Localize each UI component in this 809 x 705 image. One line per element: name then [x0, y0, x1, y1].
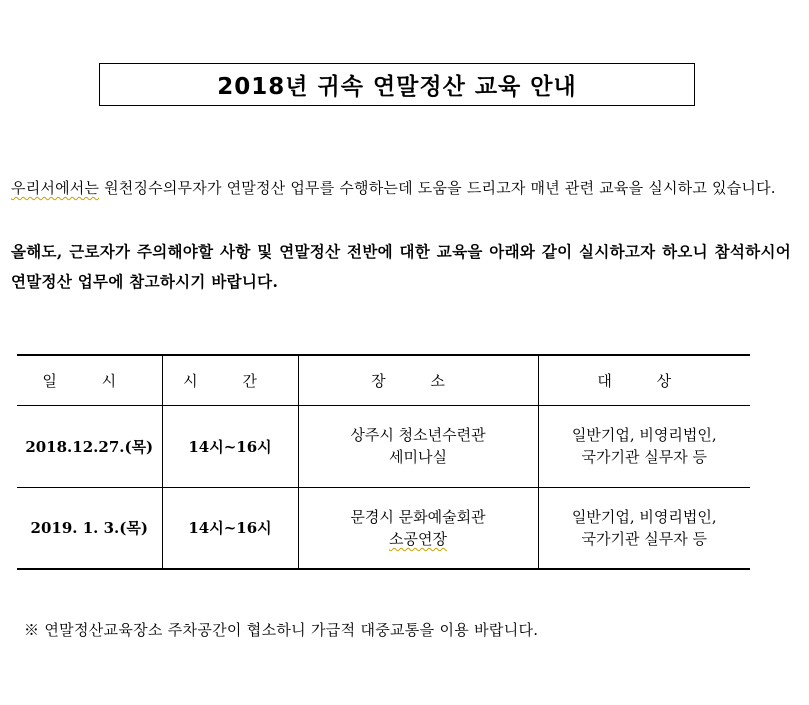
- cell-time: 14시~16시: [162, 487, 298, 569]
- cell-target: [538, 487, 750, 569]
- table-row: [17, 487, 750, 569]
- header-target: 대 상: [538, 355, 750, 405]
- table-header-row: [17, 355, 750, 405]
- schedule-table: [17, 354, 750, 570]
- parking-note: ※ 연말정산교육장소 주차공간이 협소하니 가급적 대중교통을 이용 바랍니다.: [24, 621, 539, 639]
- page-title: 2018년 귀속 연말정산 교육 안내: [217, 74, 577, 100]
- place-name: 문경시 문화예술회관: [350, 507, 486, 526]
- header-place: 장 소: [298, 355, 538, 405]
- guidance-paragraph: 올해도, 근로자가 주의해야할 사항 및 연말정산 전반에 대한 교육을 아래와 같이 실시하고자 하오니 참석하시어 연말정산 업무에 참고하시기 바랍니다.: [11, 242, 791, 291]
- cell-target: [538, 405, 750, 487]
- cell-place: [298, 487, 538, 569]
- cell-date: 2019. 1. 3.(목): [17, 487, 162, 569]
- org-name: 우리서에서는: [11, 179, 100, 197]
- header-date: 일 시: [17, 355, 162, 405]
- place-name: 상주시 청소년수련관: [350, 426, 486, 444]
- header-time: 시 간: [162, 355, 298, 405]
- target-line1: 일반기업, 비영리법인,: [571, 507, 717, 526]
- table-row: [17, 405, 750, 487]
- intro-text: 원천징수의무자가 연말정산 업무를 수행하는데 도움을 드리고자 매년 관련 교육을 실시하고 있습니다.: [99, 179, 776, 197]
- target-line1: 일반기업, 비영리법인,: [571, 426, 717, 444]
- title-box: [99, 63, 695, 106]
- place-room: 소공연장: [389, 529, 447, 548]
- place-room: 세미나실: [389, 448, 447, 466]
- target-line2: 국가기관 실무자 등: [581, 529, 707, 548]
- intro-paragraph: [11, 174, 791, 203]
- cell-place: [298, 405, 538, 487]
- cell-time: 14시~16시: [162, 405, 298, 487]
- target-line2: 국가기관 실무자 등: [581, 448, 707, 466]
- cell-date: 2018.12.27.(목): [17, 405, 162, 487]
